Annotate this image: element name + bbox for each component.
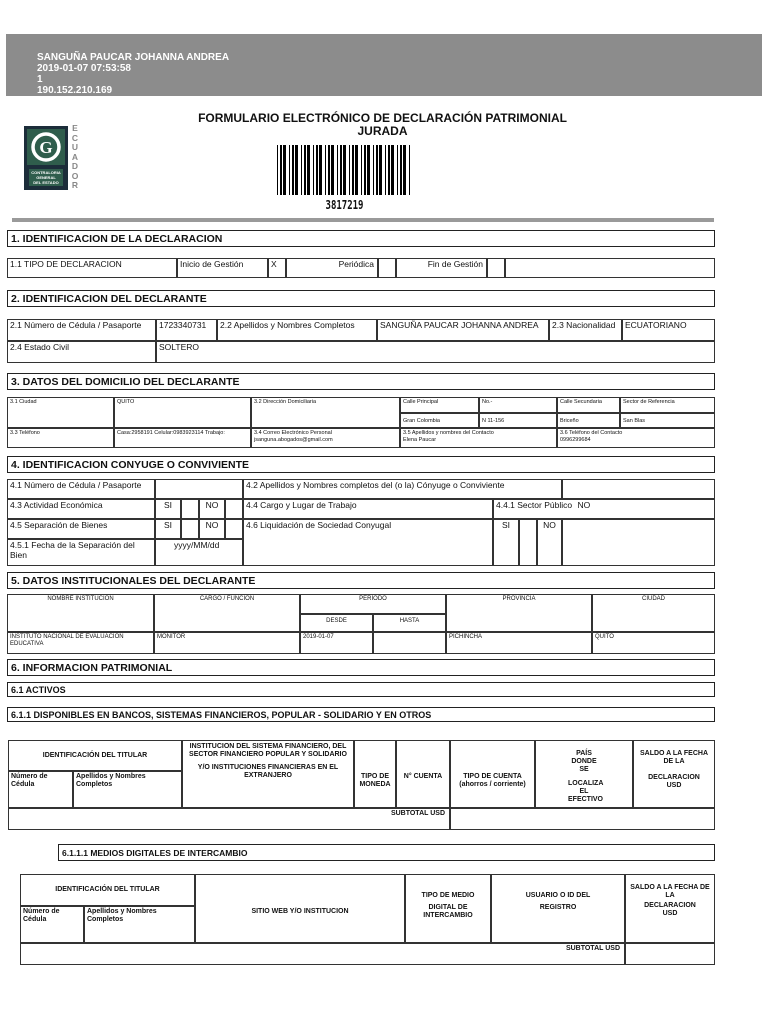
- t1-numero-cedula: Número de Cédula: [8, 771, 73, 808]
- separacion-no-label: NO: [199, 519, 225, 539]
- declarant-name: SANGUÑA PAUCAR JOHANNA ANDREA: [37, 52, 230, 63]
- ip-address: 190.152.210.169: [37, 85, 113, 96]
- apellidos-value: SANGUÑA PAUCAR JOHANNA ANDREA: [377, 319, 549, 341]
- barcode-bar: [379, 145, 382, 195]
- t2-subtotal-value: [625, 943, 715, 965]
- t1-saldo-bottom: DECLARACION USD: [648, 774, 700, 789]
- contacto-value: Elena Paucar: [403, 436, 437, 443]
- estado-civil-value: SOLTERO: [156, 341, 715, 363]
- actividad-si-checkbox[interactable]: [181, 499, 199, 519]
- actividad-economica-label: 4.3 Actividad Económica: [7, 499, 155, 519]
- logo-text-line3: DEL ESTADO: [33, 180, 59, 185]
- t2-tipo-medio-top: TIPO DE MEDIO: [421, 892, 475, 899]
- col-hasta: HASTA: [373, 614, 446, 632]
- correo-value: jsanguna.abogados@gmail.com: [254, 436, 333, 443]
- t1-pais-cell: [535, 740, 633, 808]
- t1-pais-bottom: LOCALIZA EL EFECTIVO: [568, 780, 604, 803]
- tipo-declaracion-filler: [505, 258, 715, 278]
- fecha-separacion-input[interactable]: yyyy/MM/dd: [155, 539, 243, 566]
- actividad-no-label: NO: [199, 499, 225, 519]
- barcode-bar: [304, 145, 306, 195]
- t2-tipo-medio-cell: [405, 874, 491, 943]
- logo-text-line2: GENERAL: [36, 175, 56, 180]
- correo-cell: [251, 428, 400, 448]
- tel-contacto-value: 0996299684: [560, 436, 591, 443]
- svg-text:G: G: [39, 138, 53, 157]
- col-nombre-institucion: NOMBRE INSTITUCIÓN: [7, 594, 154, 632]
- logo-ecuador-letters: [70, 124, 80, 191]
- row-provincia: PICHINCHA: [446, 632, 592, 654]
- calle-secundaria-label: Calle Secundaria: [557, 397, 620, 413]
- section-5-header: 5. DATOS INSTITUCIONALES DEL DECLARANTE: [7, 572, 715, 589]
- t2-usuario-top: USUARIO O ID DEL: [525, 892, 591, 899]
- barcode-bar: [391, 145, 394, 195]
- nacionalidad-value: ECUATORIANO: [622, 319, 715, 341]
- t1-institucion-cell: [182, 740, 354, 808]
- telefono-value: Casa:2958191 Celular:0983923114 Trabajo:: [114, 428, 251, 448]
- barcode-bar: [385, 145, 386, 195]
- logo-letter: D: [71, 161, 79, 171]
- barcode-bar: [367, 145, 370, 195]
- col-provincia: PROVINCIA: [446, 594, 592, 632]
- contraloria-logo: [24, 126, 68, 190]
- liquidacion-si-checkbox[interactable]: [519, 519, 537, 566]
- col-cargo-funcion: CARGO / FUNCIÓN: [154, 594, 300, 632]
- row-desde: 2019-01-07: [300, 632, 373, 654]
- tel-contacto-label: 3.6 Teléfono del Contacto: [560, 430, 623, 436]
- liquidacion-si-label: SI: [493, 519, 519, 566]
- inicio-gestion-label: Inicio de Gestión: [177, 258, 268, 278]
- conyuge-cedula-value: [155, 479, 243, 499]
- barcode-bar: [328, 145, 330, 195]
- numero-label: No.-: [479, 397, 557, 413]
- barcode-bar: [349, 145, 350, 195]
- t2-saldo-bottom: DECLARACION USD: [644, 902, 696, 917]
- col-periodo: PERÍODO: [300, 594, 446, 614]
- barcode-bar: [280, 145, 282, 195]
- liquidacion-no-label: NO: [537, 519, 562, 566]
- sector-publico-label: 4.4.1 Sector Público: [496, 500, 573, 510]
- t2-subtotal-label-cell: [20, 943, 625, 965]
- barcode-bar: [340, 145, 342, 195]
- t1-institucion-bottom: Y/O INSTITUCIONES FINANCIERAS EN EL EXTRANJERO: [197, 764, 339, 779]
- t1-tipo-cuenta: TIPO DE CUENTA (ahorros / corriente): [450, 740, 535, 808]
- ciudad-value: QUITO: [114, 397, 251, 428]
- telefono-label: 3.3 Teléfono: [7, 428, 114, 448]
- conyuge-cedula-label: 4.1 Número de Cédula / Pasaporte: [7, 479, 155, 499]
- estado-civil-label: 2.4 Estado Civil: [7, 341, 156, 363]
- barcode-bar: [307, 145, 310, 195]
- cedula-label: 2.1 Número de Cédula / Pasaporte: [7, 319, 156, 341]
- t2-sitio-web: SITIO WEB Y/O INSTITUCION: [195, 874, 405, 943]
- correo-label: 3.4 Correo Electrónico Personal: [254, 430, 332, 436]
- numero-value: N 11-156: [479, 413, 557, 428]
- barcode-bar: [283, 145, 286, 195]
- form-title-line2: JURADA: [357, 124, 408, 138]
- section-4-header: 4. IDENTIFICACION CONYUGE O CONVIVIENTE: [7, 456, 715, 473]
- session-number: 1: [37, 74, 43, 85]
- logo-text-line1: CONTRALORIA: [31, 170, 61, 175]
- barcode-bar: [301, 145, 302, 195]
- barcode-bar: [364, 145, 366, 195]
- liquidacion-no-checkbox[interactable]: [562, 519, 715, 566]
- barcode-bar: [409, 145, 410, 195]
- calle-principal-label: Calle Principal: [400, 397, 479, 413]
- section-3-header: 3. DATOS DEL DOMICILIO DEL DECLARANTE: [7, 373, 715, 390]
- sector-referencia-label: Sector de Referencia: [620, 397, 715, 413]
- col-ciudad: CIUDAD: [592, 594, 715, 632]
- calle-principal-value: Gran Colombia: [400, 413, 479, 428]
- t1-institucion-top: INSTITUCION DEL SISTEMA FINANCIERO, DEL SECTOR FINANCIERO POPULAR Y SOLIDARIO: [189, 743, 347, 758]
- barcode-bar: [343, 145, 346, 195]
- sector-publico-cell: [493, 499, 715, 519]
- calle-secundaria-value: Briceño: [557, 413, 620, 428]
- col-desde: DESDE: [300, 614, 373, 632]
- actividad-no-checkbox[interactable]: [225, 499, 243, 519]
- barcode: [277, 145, 457, 197]
- barcode-bar: [277, 145, 278, 195]
- t1-pais-top: PAÍS DONDE SE: [571, 750, 597, 773]
- barcode-bar: [289, 145, 290, 195]
- barcode-bar: [397, 145, 398, 195]
- fin-gestion-label: Fin de Gestión: [396, 258, 487, 278]
- t1-id-titular: IDENTIFICACIÓN DEL TITULAR: [8, 740, 182, 771]
- separacion-bienes-label: 4.5 Separación de Bienes: [7, 519, 155, 539]
- logo-letter: C: [71, 132, 79, 143]
- inicio-gestion-checkbox[interactable]: X: [268, 258, 286, 278]
- activos-header: 6.1 ACTIVOS: [7, 682, 715, 697]
- logo-letter: U: [71, 142, 79, 152]
- logo-letter: O: [71, 170, 79, 181]
- barcode-bar: [319, 145, 322, 195]
- barcode-bar: [316, 145, 318, 195]
- barcode-bar: [325, 145, 326, 195]
- cedula-value: 1723340731: [156, 319, 217, 341]
- row-institucion: INSTITUTO NACIONAL DE EVALUACIÓN EDUCATIVA: [7, 632, 154, 654]
- session-datetime: 2019-01-07 07:53:58: [37, 63, 131, 74]
- separacion-si-label: SI: [155, 519, 181, 539]
- t2-tipo-medio-bottom: DIGITAL DE INTERCAMBIO: [423, 904, 473, 919]
- conyuge-apellidos-label: 4.2 Apellidos y Nombres completos del (o la) Cónyuge o Conviviente: [243, 479, 562, 499]
- t1-apellidos: Apellidos y Nombres Completos: [73, 771, 182, 808]
- t1-subtotal-label-cell: [8, 808, 450, 830]
- tipo-declaracion-label: 1.1 TIPO DE DECLARACION: [7, 258, 177, 278]
- row-ciudad: QUITO: [592, 632, 715, 654]
- conyuge-apellidos-value: [562, 479, 715, 499]
- separacion-si-checkbox[interactable]: [181, 519, 199, 539]
- t1-n-cuenta: N° CUENTA: [396, 740, 450, 808]
- section-1-header: 1. IDENTIFICACION DE LA DECLARACION: [7, 230, 715, 247]
- form-title-line1: FORMULARIO ELECTRÓNICO DE DECLARACIÓN PATRIMONIAL: [198, 111, 567, 125]
- barcode-bar: [292, 145, 294, 195]
- actividad-si-label: SI: [155, 499, 181, 519]
- t1-saldo-top: SALDO A LA FECHA DE LA: [639, 750, 709, 765]
- t2-usuario-cell: [491, 874, 625, 943]
- liquidacion-label: 4.6 Liquidación de Sociedad Conyugal: [243, 519, 493, 566]
- disponibles-header: 6.1.1 DISPONIBLES EN BANCOS, SISTEMAS FINANCIEROS, POPULAR - SOLIDARIO Y EN OTROS: [7, 707, 715, 722]
- nacionalidad-label: 2.3 Nacionalidad: [549, 319, 622, 341]
- tel-contacto-cell: [557, 428, 715, 448]
- barcode-bar: [295, 145, 298, 195]
- separacion-no-checkbox[interactable]: [225, 519, 243, 539]
- barcode-bar: [373, 145, 374, 195]
- logo-letter: E: [72, 123, 78, 133]
- barcode-bar: [361, 145, 362, 195]
- periodica-checkbox[interactable]: [378, 258, 396, 278]
- barcode-bar: [355, 145, 358, 195]
- apellidos-label: 2.2 Apellidos y Nombres Completos: [217, 319, 377, 341]
- ciudad-label: 3.1 Ciudad: [7, 397, 114, 428]
- t1-tipo-moneda: TIPO DE MONEDA: [354, 740, 396, 808]
- logo-letter: A: [71, 151, 79, 162]
- direccion-label: 3.2 Dirección Domiciliaria: [251, 397, 400, 428]
- t2-usuario-bottom: REGISTRO: [539, 904, 577, 911]
- t2-saldo-top: SALDO A LA FECHA DE LA: [630, 884, 710, 899]
- barcode-bar: [403, 145, 406, 195]
- sector-publico-no: NO: [577, 500, 591, 510]
- barcode-bar: [337, 145, 338, 195]
- section-2-header: 2. IDENTIFICACION DEL DECLARANTE: [7, 290, 715, 307]
- row-cargo: MONITOR: [154, 632, 300, 654]
- periodica-label: Periódica: [286, 258, 378, 278]
- medios-digitales-header: 6.1.1.1 MEDIOS DIGITALES DE INTERCAMBIO: [58, 844, 715, 861]
- barcode-bar: [376, 145, 378, 195]
- t2-id-titular: IDENTIFICACIÓN DEL TITULAR: [20, 874, 195, 906]
- t1-subtotal-value: [450, 808, 715, 830]
- fin-gestion-checkbox[interactable]: [487, 258, 505, 278]
- t1-subtotal-label: SUBTOTAL USD: [390, 810, 445, 817]
- t2-apellidos: Apellidos y Nombres Completos: [84, 906, 195, 943]
- contacto-label: 3.5 Apellidos y nombres del Contacto: [403, 430, 494, 436]
- contacto-cell: [400, 428, 557, 448]
- barcode-bar: [400, 145, 402, 195]
- barcode-bar: [331, 145, 334, 195]
- sector-referencia-value: San Blas: [620, 413, 715, 428]
- t2-saldo-cell: [625, 874, 715, 943]
- t1-saldo-cell: [633, 740, 715, 808]
- divider: [12, 218, 714, 222]
- barcode-number: 3817219: [325, 198, 364, 212]
- cargo-trabajo-label: 4.4 Cargo y Lugar de Trabajo: [243, 499, 493, 519]
- barcode-bar: [313, 145, 314, 195]
- section-6-header: 6. INFORMACION PATRIMONIAL: [7, 659, 715, 676]
- barcode-bar: [352, 145, 354, 195]
- t2-numero-cedula: Número de Cédula: [20, 906, 84, 943]
- row-hasta: [373, 632, 446, 654]
- barcode-bar: [388, 145, 390, 195]
- logo-letter: R: [71, 180, 79, 190]
- t2-subtotal-label: SUBTOTAL USD: [565, 945, 620, 952]
- fecha-separacion-label: 4.5.1 Fecha de la Separación del Bien: [7, 539, 155, 566]
